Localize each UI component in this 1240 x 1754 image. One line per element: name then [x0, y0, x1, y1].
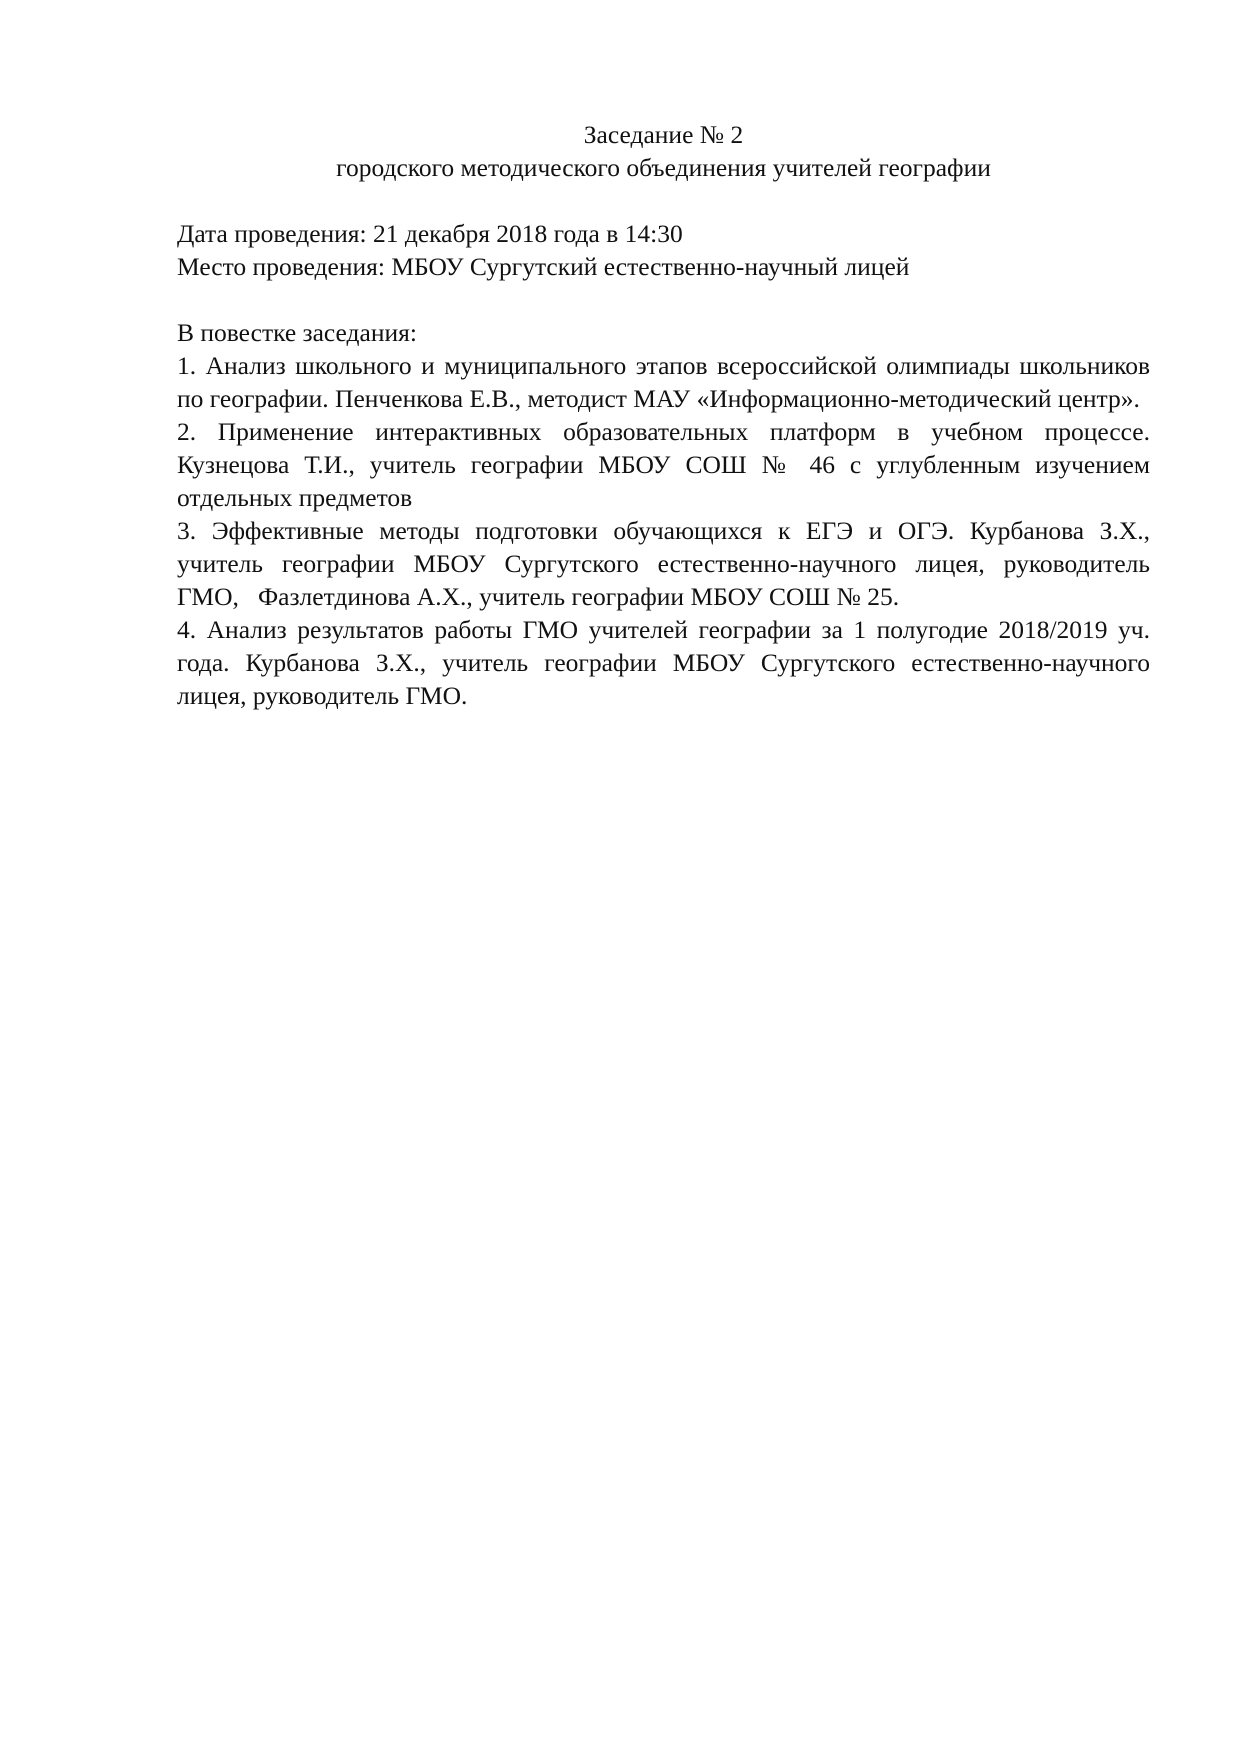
meeting-title: Заседание № 2 — [583, 120, 744, 149]
meeting-subtitle: городского методического объединения учителей географии — [336, 153, 991, 182]
agenda-item — [177, 514, 1150, 613]
agenda-item-text: Анализ результатов работы ГМО учителей географии за 1 полугодие 2018/2019 уч. года. Курбанова З.Х., учитель географии МБОУ Сургутского естественно-научного лицея, руководитель ГМО. — [177, 615, 1151, 710]
spacer — [177, 184, 1150, 217]
meeting-date: Дата проведения: 21 декабря 2018 года в 14:30 — [177, 219, 683, 248]
agenda-item-number: 2. — [177, 417, 197, 446]
agenda-item-number: 3. — [177, 516, 197, 545]
agenda-item — [177, 415, 1150, 514]
agenda-item-number: 1. — [177, 351, 197, 380]
agenda-item-text: Применение интерактивных образовательных платформ в учебном процессе. Кузнецова Т.И., учитель географии МБОУ СОШ № 46 с углубленным изучением отдельных предметов — [177, 417, 1151, 512]
document-body — [177, 118, 1150, 712]
agenda-item — [177, 349, 1150, 415]
meeting-place: Место проведения: МБОУ Сургутский естественно-научный лицей — [177, 252, 910, 281]
agenda-item-text: Анализ школьного и муниципального этапов всероссийской олимпиады школьников по географии. Пенченкова Е.В., методист МАУ «Информационно-методический центр». — [177, 351, 1150, 413]
spacer — [177, 283, 1150, 316]
agenda-item-text: Эффективные методы подготовки обучающихся к ЕГЭ и ОГЭ. Курбанова З.Х., учитель географии МБОУ Сургутского естественно-научного лицея, руководитель ГМО, Фазлетдинова А.Х., учитель географии МБОУ СОШ № 25. — [177, 516, 1150, 611]
agenda-heading: В повестке заседания: — [177, 318, 417, 347]
agenda-item-number: 4. — [177, 615, 197, 644]
agenda-item — [177, 613, 1150, 712]
